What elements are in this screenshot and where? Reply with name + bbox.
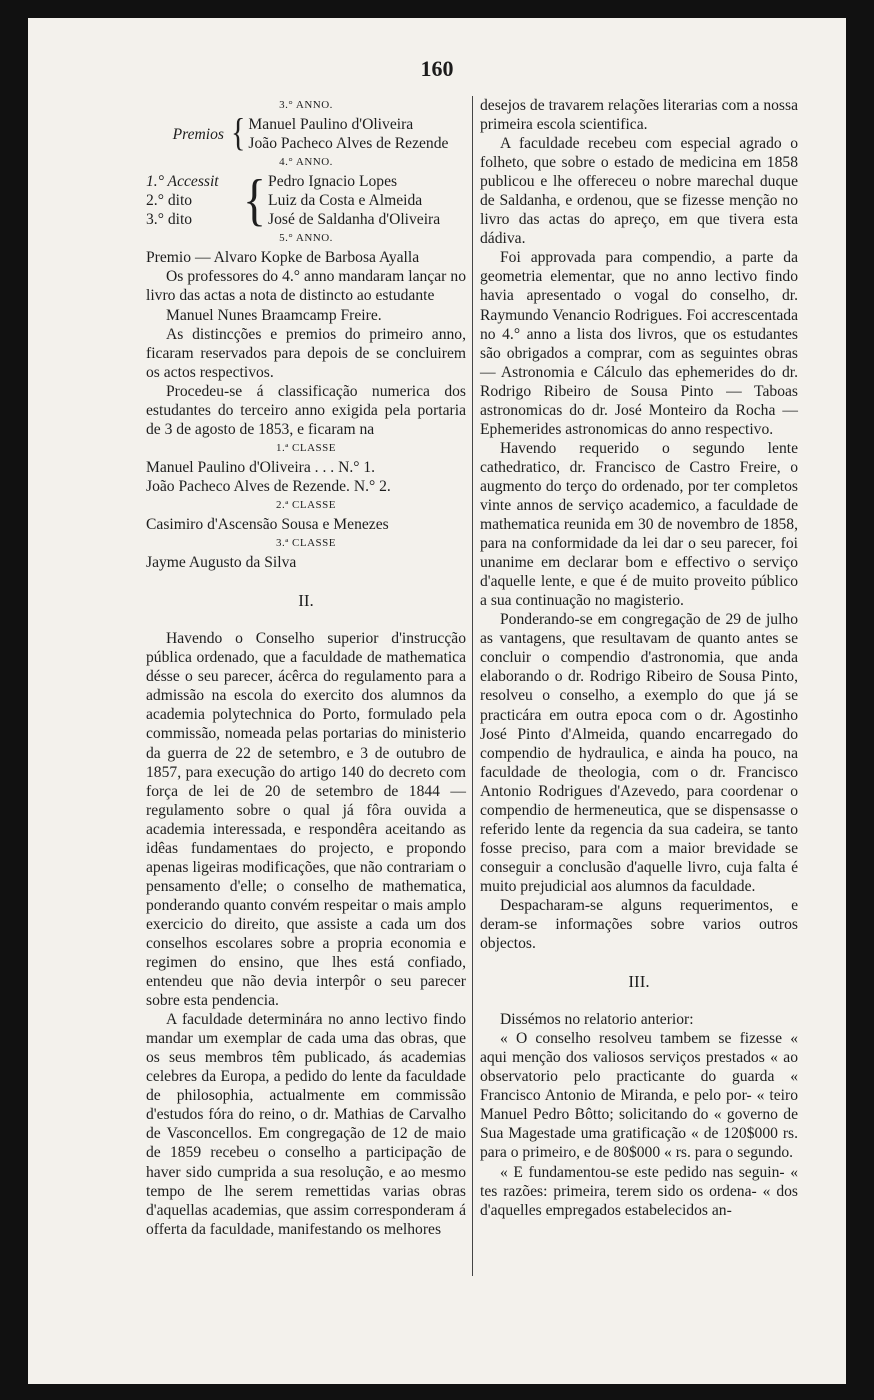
year4-name-3: José de Saldanha d'Oliveira bbox=[268, 211, 441, 229]
year5-line: Premio — Alvaro Kopke de Barbosa Ayalla bbox=[146, 249, 420, 267]
paragraph: A faculdade determinára no anno lectivo findo mandar um exemplar de cada uma das obras, que os seus membros têm publicado, ás academias celebres da Europa, a pedido do lente da faculdade de philosophia, actualmente em commissão d'estudos fóra do reino, o dr. Mathias de Carvalho de Vasconcellos. Em congregação de 12 de maio de 1859 recebeu o conselho a participação de haver sido cumprida a sua resolução, e ao mesmo tempo de lhe serem remettidas varias obras d'aquellas academias, que assim corresponderam á offerta da faculdade, manifestando os melhores bbox=[146, 1011, 466, 1238]
year4-heading: 4.° ANNO. bbox=[279, 156, 333, 169]
year3-heading: 3.° ANNO. bbox=[279, 99, 333, 111]
brace-icon: { bbox=[243, 168, 267, 232]
class2-heading: 2.ª CLASSE bbox=[276, 498, 336, 511]
year3-label: Premios bbox=[172, 125, 224, 143]
paragraph: desejos de travarem relações literarias com a nossa primeira escola scientifica. bbox=[480, 97, 798, 134]
column-divider bbox=[472, 96, 473, 1276]
paragraph: Foi approvada para compendio, a parte da geometria elementar, que no anno lectivo findo havia apresentado o vogal do conselho, dr. Raymundo Venancio Rodrigues. Foi accrescentada no 4.° anno a lista dos livros, que os estudantes são obrigados a comprar, com as seguintes obras — Astronomia e Cálculo das ephemerides do dr. Rodrigo Ribeiro de Sousa Pinto — Taboas astronomicas do dr. José Monteiro da Rocha — Ephemerides astronomicas do anno respectivo. bbox=[480, 249, 798, 438]
paragraph: Havendo o Conselho superior d'instrucção pública ordenado, que a faculdade de mathematica désse o seu parecer, ácêrca do regulamento para a admissão na escola do exercito dos alumnos da academia polytechnica do Porto, formulado pela commissão, nomeada pelas portarias do ministerio da guerra de 22 de setembro, e 3 de outubro de 1857, para execução do artigo 140 do decreto com força de lei de 20 de setembro de 1844 — regulamento sobre o qual já fôra ouvida a academia interessada, e respondêra aceitando as idêas fundamentaes do projecto, e propondo apenas ligeiras modificações, que não contrariam o pensamento d'elle; o conselho de mathematica, ponderando quanto convém respeitar o mais amplo exercicio do direito, que assiste a cada um dos conselhos escolares sobre a propria economia e regimen do ensino, que lhes está confiado, entendeu que não devia interpôr o seu parecer sobre esta pendencia. bbox=[146, 630, 466, 1010]
class3-line: Jayme Augusto da Silva bbox=[146, 554, 297, 572]
year3-name-2: João Pacheco Alves de Rezende bbox=[248, 135, 449, 153]
paragraph: A faculdade recebeu com especial agrado o folheto, que sobre o estado de medicina em 1858 publicou e lhe offereceu o nobre marechal duque de Saldanha, e ordenou, que se fizesse menção no livro das actas do apreço, em que tivera esta dádiva. bbox=[480, 135, 798, 248]
left-column bbox=[146, 96, 466, 1239]
year3-name-1: Manuel Paulino d'Oliveira bbox=[248, 116, 414, 134]
page-number: 160 bbox=[420, 56, 454, 81]
year4-name-2: Luiz da Costa e Almeida bbox=[268, 192, 423, 210]
year4-rank-1: 1.° Accessit bbox=[146, 173, 219, 191]
quoted-paragraph: « E fundamentou-se este pedido nas seguin- « tes razões: primeira, terem sido os ordena- « dos d'aquelles empregados estabelecidos an- bbox=[480, 1163, 798, 1219]
paragraph: Ponderando-se em congregação de 29 de julho as vantagens, que resultavam de quanto antes se concluir o compendio d'astronomia, que anda elaborando o dr. Rodrigo Ribeiro de Sousa Pinto, resolveu o conselho, a exemplo do que já se practicára em outra epoca com o dr. Agostinho José Pinto d'Almeida, quando encarregado do compendio de hydraulica, e ainda ha pouco, na faculdade de theologia, com o dr. Francisco Antonio Rodrigues d'Azevedo, para coordenar o compendio de hermeneutica, que se dispensasse o referido lente da regencia da sua cadeira, se tanto fosse preciso, para com a maior brevidade se conseguir a conclusão d'aquelle livro, cuja falta é muito prejudicial aos alumnos da faculdade. bbox=[480, 611, 798, 895]
year4-rank-3: 3.° dito bbox=[146, 211, 193, 229]
class3-heading: 3.ª CLASSE bbox=[276, 537, 336, 550]
year4-name-1: Pedro Ignacio Lopes bbox=[268, 173, 398, 191]
section-heading-3: III. bbox=[628, 972, 650, 992]
year4-rank-2: 2.° dito bbox=[146, 192, 193, 210]
class1-line-2: João Pacheco Alves de Rezende. N.° 2. bbox=[146, 477, 391, 495]
year4-prizes bbox=[146, 168, 466, 232]
paragraph: Dissémos no relatorio anterior: bbox=[500, 1011, 694, 1029]
distinction-name: Manuel Nunes Braamcamp Freire. bbox=[166, 306, 382, 324]
class1-heading: 1.ª CLASSE bbox=[276, 441, 336, 454]
quoted-paragraph: « O conselho resolveu tambem se fizesse « aqui menção dos valiosos serviços prestados « ao observatorio pelo practicante do guarda « Francisco Antonio de Miranda, e pelo por- « teiro Manuel Pedro Bôtto; solicitando do « governo de Sua Magestade uma gratificação « de 120$000 rs. para o primeiro, e de 80$000 « rs. para o segundo. bbox=[480, 1030, 798, 1162]
section-heading-2: II. bbox=[298, 591, 314, 611]
paragraph: Despacharam-se alguns requerimentos, e deram-se informações sobre varios outros objectos. bbox=[480, 896, 798, 953]
class1-line-1: Manuel Paulino d'Oliveira . . . N.° 1. bbox=[146, 458, 376, 476]
paragraph: As distincções e premios do primeiro anno, ficaram reservados para depois de se concluirem os actos respectivos. bbox=[146, 325, 466, 381]
year5-heading: 5.° ANNO. bbox=[279, 232, 333, 245]
paragraph: Procedeu-se á classificação numerica dos estudantes do terceiro anno exigida pela portaria de 3 de agosto de 1853, e ficaram na bbox=[146, 382, 466, 438]
document-page bbox=[28, 18, 846, 1384]
paragraph: Havendo requerido o segundo lente cathedratico, dr. Francisco de Castro Freire, o augmento do terço do ordenado, por ter completos vinte annos de serviço academico, a faculdade de mathematica reunida em 30 de novembro de 1858, para na conformidade da lei dar o seu parecer, foi unanime em declarar bom e effectivo o serviço d'aquelle lente, e que é de muito proveito público a sua continuação no magisterio. bbox=[480, 439, 798, 610]
right-column bbox=[480, 96, 798, 1220]
brace-icon: { bbox=[231, 111, 246, 155]
year3-prizes bbox=[146, 111, 466, 155]
paragraph: Os professores do 4.° anno mandaram lançar no livro das actas a nota de distincto ao estudante bbox=[146, 268, 466, 305]
class2-line: Casimiro d'Ascensão Sousa e Menezes bbox=[146, 516, 389, 534]
